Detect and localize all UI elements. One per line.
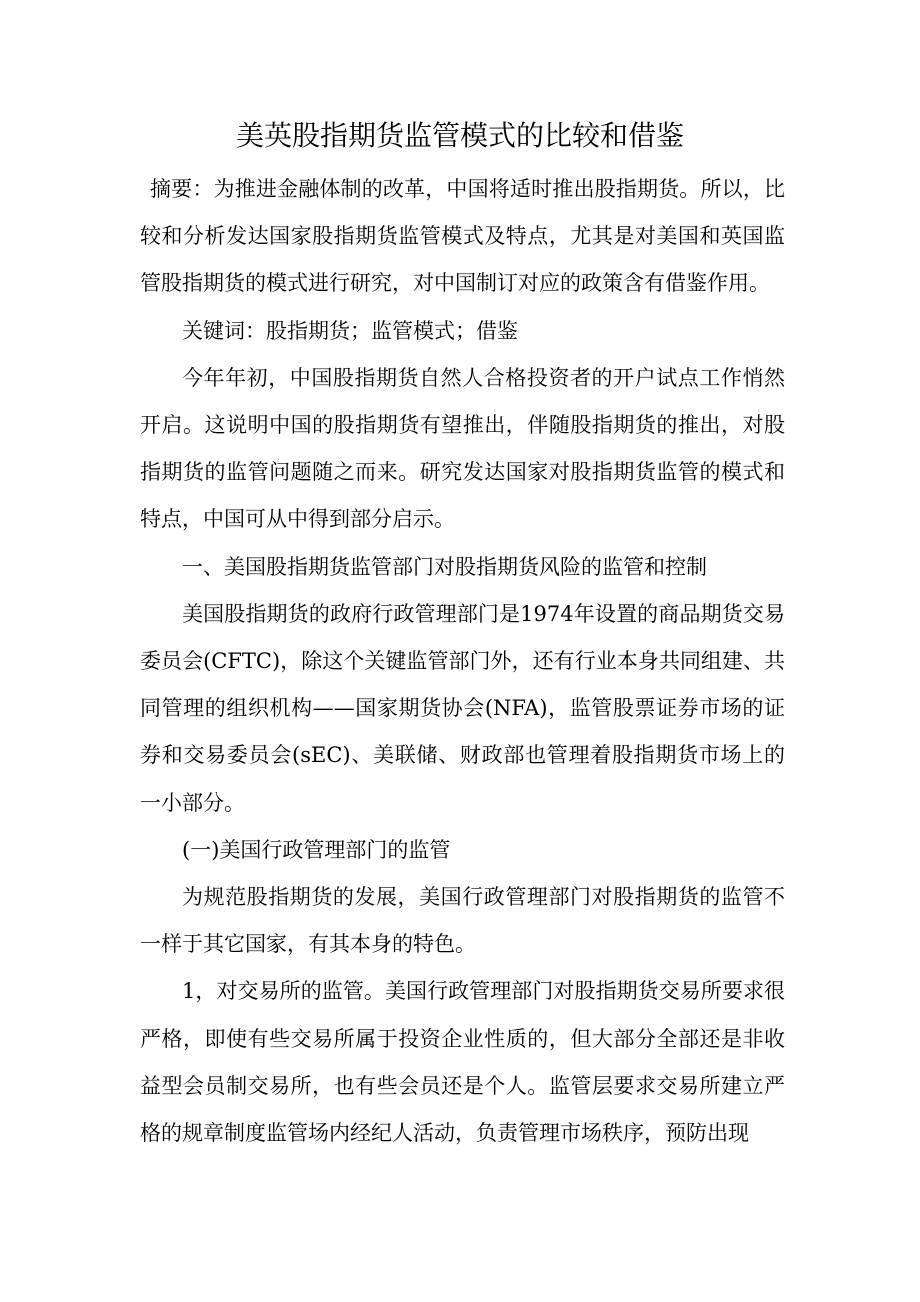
keywords-paragraph: 关键词：股指期货；监管模式；借鉴 [182, 318, 518, 343]
section-heading-1: 一、美国股指期货监管部门对股指期货风险的监管和控制 [182, 554, 707, 579]
abstract-paragraph: 摘要：为推进金融体制的改革，中国将适时推出股指期货。所以，比较和分析发达国家股指期货监管模式及特点，尤其是对美国和英国监管股指期货的模式进行研究，对中国制订对应的政策含有借鉴作用。 [140, 177, 785, 296]
intro-paragraph: 今年年初，中国股指期货自然人合格投资者的开户试点工作悄然开启。这说明中国的股指期货有望推出，伴随股指期货的推出，对股指期货的监管问题随之而来。研究发达国家对股指期货监管的模式和特点，中国可从中得到部分启示。 [140, 365, 785, 532]
body-paragraph-exchange-supervision: 1，对交易所的监管。美国行政管理部门对股指期货交易所要求很严格，即使有些交易所属于投资企业性质的，但大部分全部还是非收益型会员制交易所，也有些会员还是个人。监管层要求交易所建立严格的规章制度监管场内经纪人活动，负责管理市场秩序，预防出现 [140, 979, 785, 1146]
body-paragraph-features: 为规范股指期货的发展，美国行政管理部门对股指期货的监管不一样于其它国家，有其本身的特色。 [140, 885, 785, 957]
document-title: 美英股指期货监管模式的比较和借鉴 [235, 119, 684, 152]
body-paragraph-us-regulators: 美国股指期货的政府行政管理部门是1974年设置的商品期货交易委员会(CFTC)，除这个关键监管部门外，还有行业本身共同组建、共同管理的组织机构——国家期货协会(NFA)，监管股票证券市场的证券和交易委员会(sEC)、美联储、财政部也管理着股指期货市场上的一小部分。 [140, 601, 785, 815]
document-body [140, 166, 785, 1157]
subsection-heading-1: (一)美国行政管理部门的监管 [182, 837, 451, 862]
